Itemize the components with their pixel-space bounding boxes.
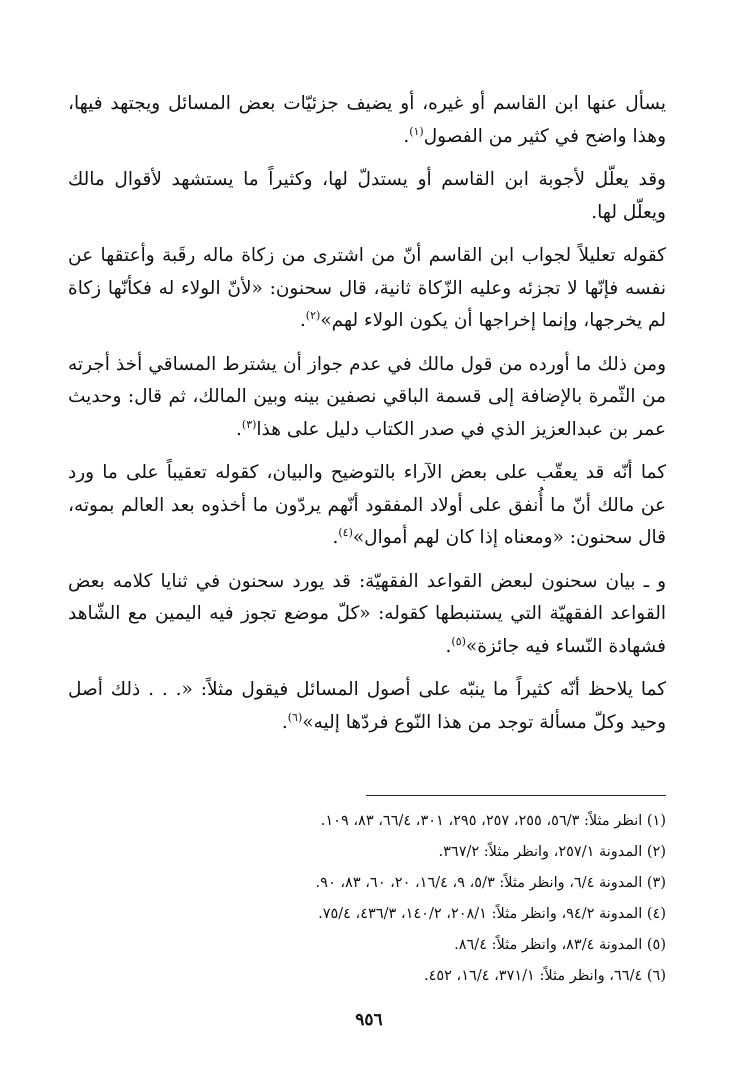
footnote-1: (١) انظر مثلاً: ٥٦/٣، ٢٥٥، ٢٥٧، ٢٩٥، ٣٠١، ٦٦/٤، ٨٣، ١٠٩. [320,813,666,829]
footnote-2: (٢) المدونة ٢٥٧/١، وانظر مثلاً: ٣٦٧/٢. [438,844,666,860]
footnote-ref-1: (١) [409,124,424,138]
footnote-ref-2: (٢) [305,308,321,322]
footnote-4: (٤) المدونة ٩٤/٢، وانظر مثلاً: ٢٠٨/١، ١٤٠/٢، ٤٣٦/٣، ٧٥/٤. [318,906,666,922]
footnote-3: (٣) المدونة ٦/٤، وانظر مثلاً: ٥/٣، ٩، ١٦/٤، ٢٠، ٦٠، ٨٣، ٩٠. [315,875,666,891]
footnote-5: (٥) المدونة ٨٣/٤، وانظر مثلاً: ٨٦/٤. [454,937,666,953]
page-number: ٩٥٦ [355,1010,383,1030]
paragraph-6: و ـ بيان سحنون لبعض القواعد الفقهيّة: قد يورد سحنون في ثنايا كلامه بعض القواعد الفقهيّة التي يستنبطها كقوله: «كلّ موضع تجوز فيه اليمين مع الشّاهد فشهادة النّساء فيه جائزة»$^{(٥)}$. [68,570,666,657]
main-text [68,88,666,750]
footnotes [68,806,666,992]
paragraph-5: كما أنّه قد يعقّب على بعض الآراء بالتوضيح والبيان، كقوله تعقيباً على ما ورد عن مالك أنّ ما أُنفق على أولاد المفقود أنّهم يردّون ما أخذوه بعد العالم بموته، قال سحنون: «ومعناه إذا كان لهم أموال»$^{(٤)}$. [68,462,666,548]
footnote-divider [366,795,666,796]
footnote-6: (٦) ٦٦/٤، وانظر مثلاً: ٣٧١/١، ١٦/٤، ٤٥٢. [423,968,666,984]
paragraph-7: كما يلاحظ أنّه كثيراً ما ينبّه على أصول المسائل فيقول مثلاً: «. . . ذلك أصل وحيد وكلّ مسألة توجد من هذا النّوع فردّها إليه»$^{(٦)}$. [68,679,666,733]
paragraph-1: يسأل عنها ابن القاسم أو غيره، أو يضيف جزئيّات بعض المسائل ويجتهد فيها، وهذا واضح في كثير من الفصول$^{(١)}$. [68,93,666,147]
paragraph-3: كقوله تعليلاً لجواب ابن القاسم أنّ من اشترى من زكاة ماله رقَبة وأعتقها عن نفسه فإنّها لا تجزئه وعليه الزّكاة ثانية، قال سحنون: «لأنّ الولاء له فكأنّها زكاة لم يخرجها، وإنما إخراجها أن يكون الولاء لهم»$^{(٢)}$. [68,245,666,331]
footnote-ref-6: (٦) [287,710,303,724]
footnote-ref-3: (٣) [241,417,257,431]
paragraph-4: ومن ذلك ما أورده من قول مالك في عدم جواز أن يشترط المساقي أخذ أجرته من الثّمرة بالإضافة إلى قسمة الباقي نصفين بينه وبين المالك، ثم قال: وحديث عمر بن عبدالعزيز الذي في صدر الكتاب دليل على هذا$^{(٣)}$. [68,353,666,440]
book-page [0,72,738,1082]
footnote-ref-5: (٥) [451,634,466,648]
paragraph-2: وقد يعلّل لأجوبة ابن القاسم أو يستدلّ لها، وكثيراً ما يستشهد لأقوال مالك ويعلّل لها. [68,169,666,223]
footnote-ref-4: (٤) [338,525,353,539]
